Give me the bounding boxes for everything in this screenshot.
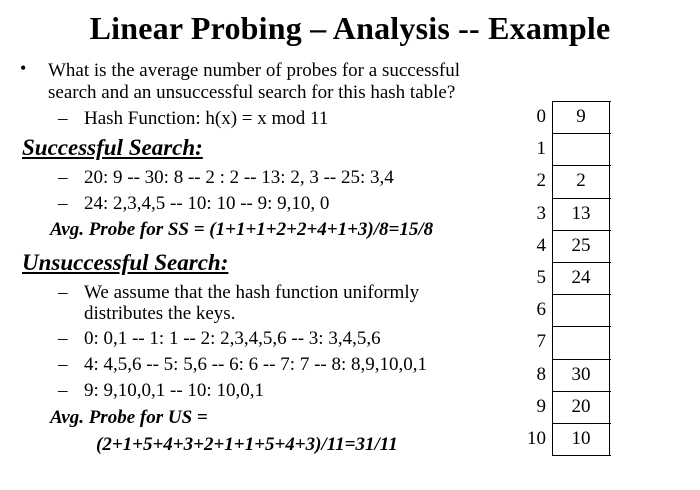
dash-marker: –: [58, 282, 68, 303]
hash-table-index: 1: [536, 138, 546, 160]
dash-marker: –: [58, 328, 68, 349]
assume-line-1: [58, 282, 419, 304]
hash-table-cell: 2: [576, 170, 586, 192]
hash-table-index: 2: [536, 170, 546, 192]
hash-table-cell: 20: [571, 395, 591, 417]
unsuccessful-line-1-text: 0: 0,1 -- 1: 1 -- 2: 2,3,4,5,6 -- 3: 3,4,5,6: [84, 328, 381, 349]
dash-marker: –: [58, 380, 68, 401]
unsuccessful-line-2-text: 4: 4,5,6 -- 5: 5,6 -- 6: 6 -- 7: 7 -- 8: 8,9,10,0,1: [84, 354, 428, 375]
hash-table-index: 4: [536, 234, 546, 256]
hash-table-cell: 24: [571, 267, 591, 288]
hash-table-cell: 9: [576, 106, 586, 127]
slide-title: Linear Probing – Analysis -- Example: [89, 10, 611, 46]
hash-table-cell: 10: [571, 428, 591, 449]
hash-table-cell: [554, 133, 608, 165]
hash-table-row-divider: [552, 455, 611, 456]
hash-function-text: Hash Function: h(x) = x mod 11: [84, 108, 329, 129]
dash-marker: –: [58, 167, 68, 188]
unsuccessful-avg-probe-formula: (2+1+5+4+3+2+1+1+5+4+3)/11=31/11: [96, 434, 398, 455]
hash-table-index: 8: [536, 363, 546, 385]
unsuccessful-line-2: [58, 354, 427, 376]
successful-line-1: [58, 167, 394, 189]
unsuccessful-line-3: [58, 380, 264, 402]
successful-avg-probe: Avg. Probe for SS = (1+1+1+2+2+4+1+3)/8=15/8: [50, 219, 434, 240]
dash-marker: –: [58, 354, 68, 375]
hash-table-index: 5: [536, 267, 546, 288]
dash-marker: –: [58, 108, 68, 129]
assume-line-1-text: We assume that the hash function uniformly: [84, 282, 420, 303]
hash-table-index: 10: [527, 428, 546, 449]
successful-line-2-text: 24: 2,3,4,5 -- 10: 10 -- 9: 9,10, 0: [84, 193, 330, 214]
hash-function-line: [58, 108, 328, 130]
unsuccessful-search-heading: Unsuccessful Search:: [22, 250, 229, 275]
assume-line-2: distributes the keys.: [84, 303, 236, 324]
question-line-1: What is the average number of probes for a successful: [48, 60, 461, 81]
unsuccessful-avg-probe-label: Avg. Probe for US =: [50, 407, 208, 428]
hash-table-index: 3: [536, 202, 546, 224]
successful-line-2: [58, 193, 329, 215]
hash-table-cell: 13: [571, 202, 591, 224]
successful-search-heading: Successful Search:: [22, 135, 203, 160]
unsuccessful-line-3-text: 9: 9,10,0,1 -- 10: 10,0,1: [84, 380, 264, 401]
successful-line-1-text: 20: 9 -- 30: 8 -- 2 : 2 -- 13: 2, 3 -- 25: 3,4: [84, 167, 394, 188]
hash-table-cell: 25: [571, 234, 591, 256]
hash-table-index: 9: [536, 395, 546, 417]
hash-table-index: 6: [536, 299, 546, 321]
unsuccessful-line-1: [58, 328, 381, 350]
question-line-2: search and an unsuccessful search for this hash table?: [48, 82, 456, 103]
dash-marker: –: [58, 193, 68, 214]
hash-table-cell: 30: [571, 363, 591, 385]
hash-table-index: 7: [536, 331, 546, 353]
hash-table-index: 0: [536, 106, 546, 127]
bullet-marker: •: [20, 58, 27, 78]
hash-table-cell: [554, 326, 608, 358]
hash-table-cell: [554, 294, 608, 326]
